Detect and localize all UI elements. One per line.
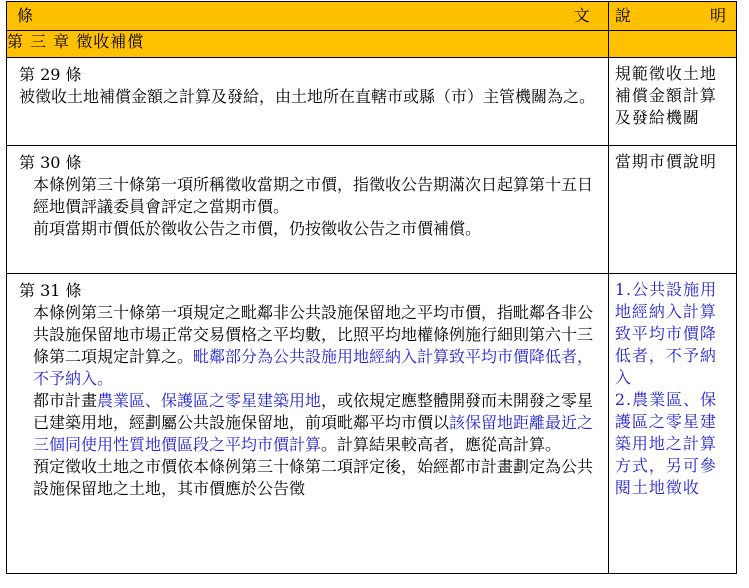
article-29-note: 規範徵收土地補償金額計算及發給機關 (608, 58, 736, 146)
article-31-para-1b: 毗鄰部分為公共設施用地經納入計算致平均市價降低者，不予納入。 (33, 347, 594, 388)
article-30-title: 第 30 條 (19, 153, 82, 172)
chapter-row (7, 31, 737, 58)
article-31-para-2c: ，或依規定應整體開發而未開發之零星已建築用地，經劃屬公共設施保留地，前項毗鄰平均市價以 (33, 391, 594, 432)
article-31-para-2a: 都市計畫 (33, 391, 98, 410)
article-row-30 (7, 146, 737, 274)
article-row-29 (7, 58, 737, 146)
article-30-para-2: 前項當期市價低於徵收公告之市價，仍按徵收公告之市價補償。 (33, 219, 482, 238)
article-29-body: 被徵收土地補償金額之計算及發給，由土地所在直轄市或縣（市）主管機關為之。 (19, 87, 596, 106)
chapter-note (608, 31, 736, 58)
article-31-title: 第 31 條 (19, 281, 82, 300)
article-30-para-1: 本條例第三十條第一項所稱徵收當期之市價，指徵收公告期滿次日起算第十五日經地價評議委員會評定之當期市價。 (33, 175, 594, 216)
article-31-para-3: 預定徵收土地之市價依本條例第三十條第二項評定後，始經都市計畫劃定為公共設施保留地之土地，其市價應於公告徵 (33, 457, 594, 498)
header-explanation (608, 2, 736, 31)
article-31-note-2: 2.農業區、保護區之零星建築用地之計算方式，另可參閱土地徵收 (614, 390, 718, 497)
article-31-para-2d: 該保留地距離最近之三個同使用性質地價區段之平均市價計算 (33, 413, 594, 454)
article-31-para-2b: 農業區、保護區之零星建築用地 (97, 391, 322, 410)
article-29-title: 第 29 條 (19, 65, 82, 84)
article-31-para-1 (19, 302, 598, 390)
header-row (7, 2, 737, 31)
article-30-text (7, 146, 609, 274)
article-29-text (7, 58, 609, 146)
header-col1-right: 文 (573, 6, 590, 25)
article-31-para-2e: 。計算結果較高者，應從高計算。 (321, 435, 562, 454)
header-col1-left: 條 (17, 6, 34, 25)
article-31-note (608, 274, 736, 574)
article-30-note: 當期市價說明 (608, 146, 736, 274)
article-31-para-1a: 本條例第三十條第一項規定之毗鄰非公共設施保留地之平均市價，指毗鄰各非公共設施保留地市場正常交易價格之平均數，比照平均地權條例施行細則第六十三條第二項規定計算之。 (33, 303, 594, 366)
article-31-note-1: 1.公共設施用地經納入計算致平均市價降低者，不予納入 (614, 280, 718, 387)
article-31-para-2 (19, 390, 598, 456)
chapter-title: 第 三 章 徵收補償 (7, 31, 609, 58)
header-col2-left: 說 (614, 6, 631, 25)
header-article-text (7, 2, 609, 31)
header-col2-right: 明 (709, 6, 726, 25)
article-31-text (7, 274, 609, 574)
article-row-31 (7, 274, 737, 574)
regulation-table (6, 1, 737, 574)
